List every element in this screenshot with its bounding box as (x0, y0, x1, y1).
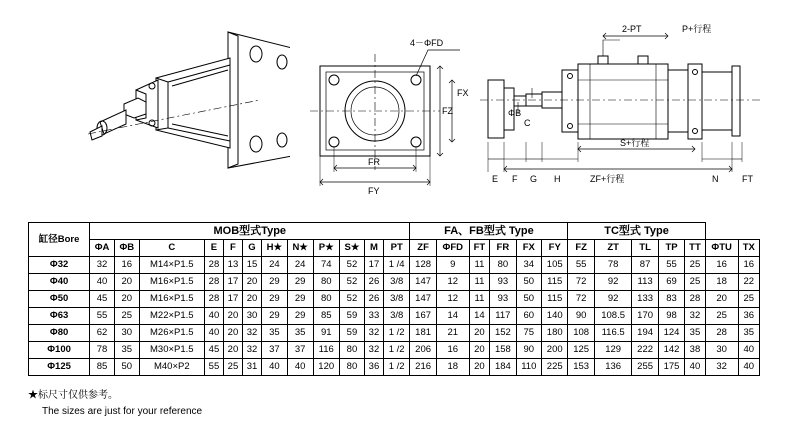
cell: M30×P1.5 (139, 342, 204, 359)
cell: 25 (685, 274, 705, 291)
cell: 136 (594, 359, 632, 376)
label-s-stroke: S+行程 (620, 138, 650, 148)
table-row (29, 325, 760, 342)
cell: 25 (114, 308, 139, 325)
cell: 125 (568, 342, 594, 359)
header-col-21: TP (658, 240, 684, 257)
header-col-17: FY (542, 240, 568, 257)
cell: 180 (542, 325, 568, 342)
cell: 17 (364, 257, 383, 274)
cell: 20 (242, 274, 261, 291)
cell: M16×P1.5 (139, 291, 204, 308)
label-p-stroke: P+行程 (682, 24, 712, 34)
cell: 30 (114, 325, 139, 342)
cell: M26×P1.5 (139, 325, 204, 342)
header-col-4: F (223, 240, 242, 257)
cell: 40 (204, 325, 223, 342)
cell: 128 (410, 257, 436, 274)
cell: 50 (516, 291, 541, 308)
cell: 40 (261, 359, 287, 376)
cell: 9 (436, 257, 469, 274)
cell: 1 /2 (383, 325, 409, 342)
cell: 26 (364, 274, 383, 291)
cell: 80 (339, 342, 364, 359)
cell: 37 (287, 342, 313, 359)
cell: 52 (339, 257, 364, 274)
cell: 110 (516, 359, 541, 376)
cell-bore: Φ40 (29, 274, 90, 291)
cell: 140 (542, 308, 568, 325)
cell: 115 (542, 291, 568, 308)
cell: 14 (469, 308, 489, 325)
cell: 74 (313, 257, 339, 274)
cell: 32 (242, 342, 261, 359)
table-row (29, 257, 760, 274)
cell: 40 (204, 308, 223, 325)
header-col-8: P★ (313, 240, 339, 257)
cell: 16 (738, 257, 759, 274)
label-fx: FX (457, 88, 469, 98)
table-group-header-row (29, 223, 760, 240)
header-col-20: TL (632, 240, 658, 257)
cell: 93 (490, 274, 516, 291)
group-mob: MOB型式Type (90, 223, 410, 240)
cell: 78 (594, 257, 632, 274)
cell: 59 (339, 325, 364, 342)
cell: 12 (436, 291, 469, 308)
cell: 115 (542, 274, 568, 291)
label-phi-b: ΦB (508, 108, 522, 118)
cell: 20 (242, 291, 261, 308)
label-fd: 4－ΦFD (410, 38, 444, 48)
cell: 34 (516, 257, 541, 274)
header-col-13: ΦFD (436, 240, 469, 257)
cell: 55 (568, 257, 594, 274)
cell: 20 (469, 359, 489, 376)
cell: 16 (705, 257, 738, 274)
cell: 35 (685, 325, 705, 342)
cell: 80 (313, 291, 339, 308)
cell: 32 (705, 359, 738, 376)
label-e: E (492, 174, 499, 184)
cell: 45 (204, 342, 223, 359)
cell: 32 (242, 325, 261, 342)
cell: 32 (90, 257, 115, 274)
cell: 11 (469, 257, 489, 274)
cell: 32 (364, 342, 383, 359)
cell: 92 (594, 291, 632, 308)
cell: 152 (490, 325, 516, 342)
cell: 18 (705, 274, 738, 291)
cell: 25 (705, 308, 738, 325)
cell: 181 (410, 325, 436, 342)
cell-bore: Φ32 (29, 257, 90, 274)
label-n: N (712, 174, 719, 184)
cell: 16 (114, 257, 139, 274)
label-pt: 2-PT (622, 24, 642, 34)
cell: 29 (261, 291, 287, 308)
cell: 35 (287, 325, 313, 342)
cell: 147 (410, 274, 436, 291)
cell: 225 (542, 359, 568, 376)
cell: 52 (339, 274, 364, 291)
cell: 20 (114, 274, 139, 291)
cell: 24 (261, 257, 287, 274)
flange-front-view (300, 20, 470, 195)
cell: 40 (685, 359, 705, 376)
cell: 14 (436, 308, 469, 325)
cell: 45 (90, 291, 115, 308)
group-fafb: FA、FB型式 Type (410, 223, 568, 240)
table-row (29, 308, 760, 325)
cell: 184 (490, 359, 516, 376)
cell: 35 (114, 342, 139, 359)
cell: 75 (516, 325, 541, 342)
cell: 116 (313, 342, 339, 359)
cell: 62 (90, 325, 115, 342)
cell: 113 (632, 274, 658, 291)
cell: 40 (738, 342, 759, 359)
cell: 28 (685, 291, 705, 308)
cell: 1 /4 (383, 257, 409, 274)
header-col-2: C (139, 240, 204, 257)
cell: 142 (658, 342, 684, 359)
cell: 3/8 (383, 308, 409, 325)
cell: 26 (364, 291, 383, 308)
cell: 31 (242, 359, 261, 376)
cell: 108 (568, 325, 594, 342)
header-col-22: TT (685, 240, 705, 257)
cell: 91 (313, 325, 339, 342)
cell: 50 (516, 274, 541, 291)
cell: 32 (364, 325, 383, 342)
cell: 20 (705, 291, 738, 308)
cell: 29 (261, 308, 287, 325)
cell: 13 (223, 257, 242, 274)
cell: 12 (436, 274, 469, 291)
label-fy: FY (368, 186, 380, 195)
cell: 170 (632, 308, 658, 325)
cell: 194 (632, 325, 658, 342)
cell: 28 (204, 274, 223, 291)
cell: 20 (223, 325, 242, 342)
cylinder-side-view (60, 18, 290, 193)
cell: 30 (242, 308, 261, 325)
cell: 50 (114, 359, 139, 376)
header-col-14: FT (469, 240, 489, 257)
table-column-header-row (29, 240, 760, 257)
cell: M16×P1.5 (139, 274, 204, 291)
cell: 1 /2 (383, 342, 409, 359)
cell: 108.5 (594, 308, 632, 325)
header-col-3: E (204, 240, 223, 257)
cell: 59 (339, 308, 364, 325)
label-f: F (512, 174, 518, 184)
cell: 55 (204, 359, 223, 376)
footnotes (28, 388, 202, 420)
header-col-18: FZ (568, 240, 594, 257)
dimension-table (28, 222, 760, 376)
cell: 98 (658, 308, 684, 325)
cell: 36 (738, 308, 759, 325)
cell: 80 (313, 274, 339, 291)
cell: 60 (516, 308, 541, 325)
header-col-12: ZF (410, 240, 436, 257)
cell: 15 (242, 257, 261, 274)
label-fz: FZ (442, 106, 453, 116)
specs-table (28, 222, 760, 376)
cell: 29 (287, 308, 313, 325)
cell: 38 (685, 342, 705, 359)
cell: 52 (339, 291, 364, 308)
cell: 69 (658, 274, 684, 291)
cell: 158 (490, 342, 516, 359)
cell: 83 (658, 291, 684, 308)
cell: 25 (738, 291, 759, 308)
cell: 200 (542, 342, 568, 359)
header-col-23: ΦTU (705, 240, 738, 257)
header-col-16: FX (516, 240, 541, 257)
table-row (29, 291, 760, 308)
cell: 11 (469, 274, 489, 291)
cell: 30 (705, 342, 738, 359)
cell: 87 (632, 257, 658, 274)
table-row (29, 359, 760, 376)
label-g: G (530, 174, 538, 184)
label-c: C (524, 118, 531, 128)
label-zf-stroke: ZF+行程 (590, 174, 625, 184)
header-col-6: H★ (261, 240, 287, 257)
group-tc: TC型式 Type (568, 223, 705, 240)
cell: 206 (410, 342, 436, 359)
cell: 92 (594, 274, 632, 291)
cell: 153 (568, 359, 594, 376)
footnote-line-1: ★标尺寸仅供参考。 (28, 390, 118, 401)
cell: 80 (339, 359, 364, 376)
cell-bore: Φ100 (29, 342, 90, 359)
label-ft: FT (742, 174, 753, 184)
cell-bore: Φ80 (29, 325, 90, 342)
cell: 28 (204, 291, 223, 308)
header-col-0: ΦA (90, 240, 115, 257)
cell: 147 (410, 291, 436, 308)
cell: 18 (436, 359, 469, 376)
header-col-9: S★ (339, 240, 364, 257)
cell: 29 (287, 291, 313, 308)
cell: 40 (287, 359, 313, 376)
cell: 255 (632, 359, 658, 376)
cell: 40 (90, 274, 115, 291)
header-col-1: ΦB (114, 240, 139, 257)
cell: 78 (90, 342, 115, 359)
footnote-line-2: The sizes are just for your reference (42, 406, 203, 417)
cell: 24 (287, 257, 313, 274)
cell: 32 (685, 308, 705, 325)
cell: 90 (516, 342, 541, 359)
cell: 124 (658, 325, 684, 342)
cell: 216 (410, 359, 436, 376)
label-fr: FR (368, 157, 380, 167)
cell: 175 (658, 359, 684, 376)
cell: 40 (738, 359, 759, 376)
cell: 17 (223, 291, 242, 308)
cell: 33 (364, 308, 383, 325)
cell: 35 (738, 325, 759, 342)
cell: 80 (490, 257, 516, 274)
cell: 28 (705, 325, 738, 342)
cell: 55 (90, 308, 115, 325)
header-col-5: G (242, 240, 261, 257)
cell: 28 (204, 257, 223, 274)
cell: 20 (223, 308, 242, 325)
cell: 85 (313, 308, 339, 325)
cell: 29 (287, 274, 313, 291)
cell: 3/8 (383, 291, 409, 308)
cell: 25 (685, 257, 705, 274)
cell: 85 (90, 359, 115, 376)
cell: 90 (568, 308, 594, 325)
header-col-11: PT (383, 240, 409, 257)
header-bore: 缸径Bore (29, 223, 90, 257)
cell-bore: Φ125 (29, 359, 90, 376)
cell: 29 (261, 274, 287, 291)
cell: 20 (223, 342, 242, 359)
cell-bore: Φ50 (29, 291, 90, 308)
cell: 36 (364, 359, 383, 376)
label-h: H (554, 174, 561, 184)
cell: 35 (261, 325, 287, 342)
cell: 72 (568, 291, 594, 308)
header-col-7: N★ (287, 240, 313, 257)
cell: 25 (223, 359, 242, 376)
cell: 93 (490, 291, 516, 308)
cell: 1 /2 (383, 359, 409, 376)
cell: M22×P1.5 (139, 308, 204, 325)
cell: 20 (469, 342, 489, 359)
header-col-24: TX (738, 240, 759, 257)
header-col-15: FR (490, 240, 516, 257)
cell: 129 (594, 342, 632, 359)
cell: 120 (313, 359, 339, 376)
cell: 17 (223, 274, 242, 291)
cell: 21 (436, 325, 469, 342)
header-col-19: ZT (594, 240, 632, 257)
cell: 11 (469, 291, 489, 308)
cell: 3/8 (383, 274, 409, 291)
cylinder-section-view (470, 14, 770, 194)
cell: 20 (469, 325, 489, 342)
cell: M14×P1.5 (139, 257, 204, 274)
cell-bore: Φ63 (29, 308, 90, 325)
cell: 105 (542, 257, 568, 274)
cell: 116.5 (594, 325, 632, 342)
cell: 55 (658, 257, 684, 274)
table-row (29, 274, 760, 291)
cell: 22 (738, 274, 759, 291)
cell: M40×P2 (139, 359, 204, 376)
cell: 72 (568, 274, 594, 291)
cell: 37 (261, 342, 287, 359)
cell: 222 (632, 342, 658, 359)
cell: 133 (632, 291, 658, 308)
cell: 117 (490, 308, 516, 325)
cell: 20 (114, 291, 139, 308)
cell: 167 (410, 308, 436, 325)
header-col-10: M (364, 240, 383, 257)
table-row (29, 342, 760, 359)
cell: 16 (436, 342, 469, 359)
drawings-area (0, 0, 790, 200)
